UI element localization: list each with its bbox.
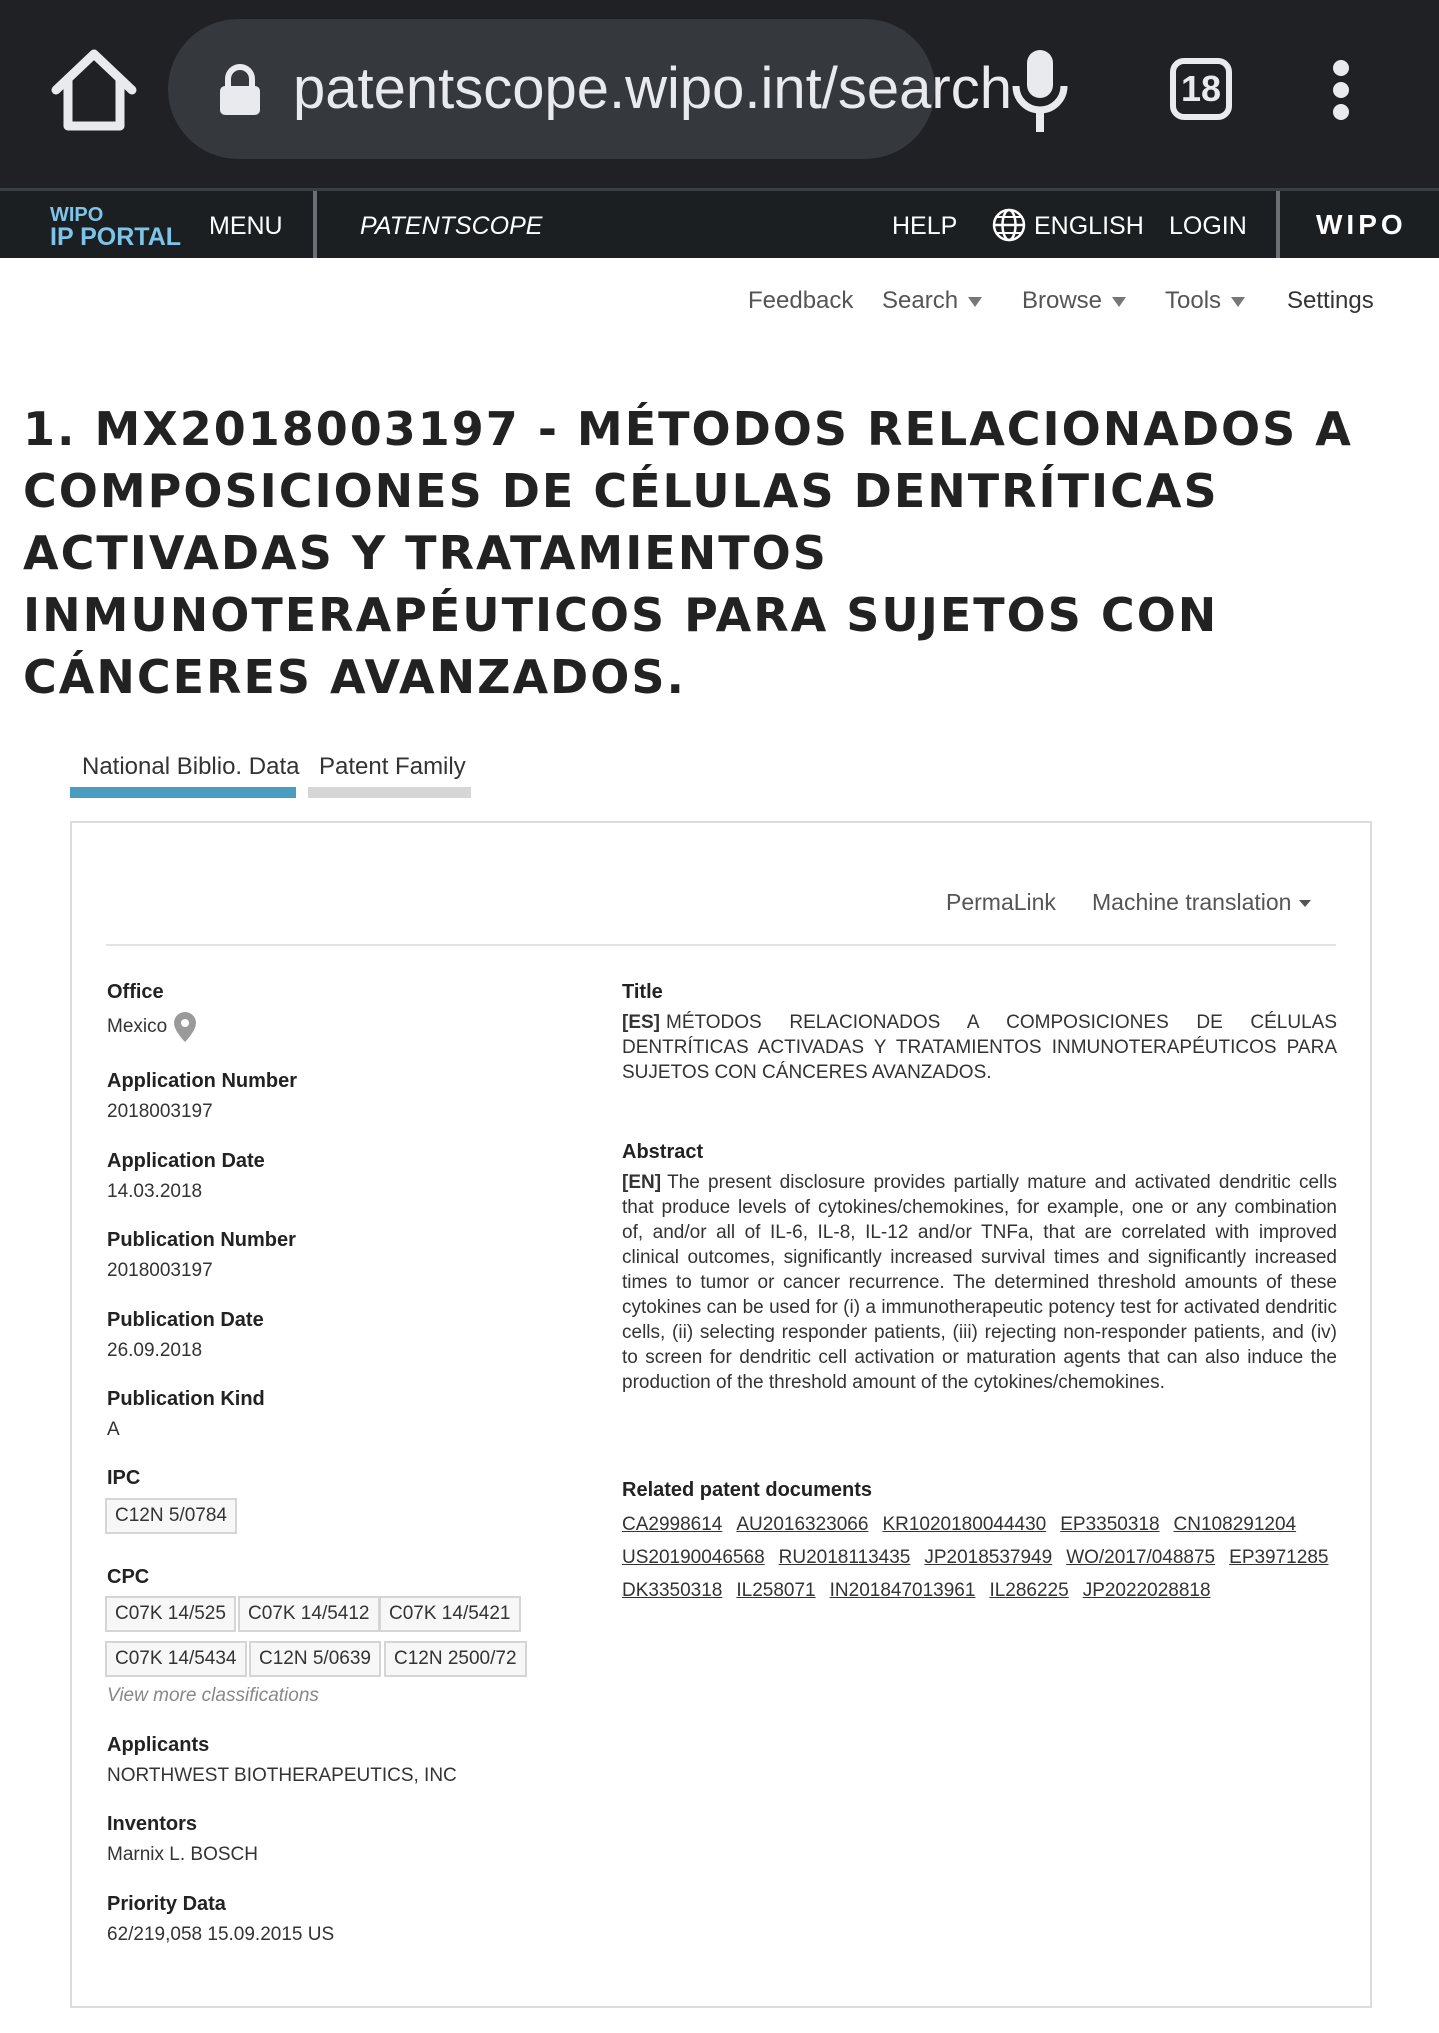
title-lang: [ES] bbox=[622, 1012, 660, 1033]
site-header bbox=[0, 188, 1439, 258]
priority-data-value: 62/219,058 15.09.2015 US bbox=[107, 1924, 335, 1945]
related-patent-link[interactable]: DK3350318 bbox=[622, 1580, 723, 1601]
abstract-label: Abstract bbox=[622, 1141, 704, 1163]
help-link[interactable]: HELP bbox=[892, 212, 958, 240]
related-patent-link[interactable]: CA2998614 bbox=[622, 1514, 723, 1535]
title-text-block bbox=[622, 1010, 1337, 1085]
abstract-text: The present disclosure provides partially mature and activated dendritic cells that produce levels of cytokines/chemokines, for example, one or any combination of, and/or all of IL-6, IL-8, IL-12 and/or TNFa, that are correlated with improved clinical outcomes, significantly increased survival times and significantly increased times to tumor or cancer recurrence. The determined threshold amounts of these cytokines can be used for (i) a immunotherapeutic potency test for activated dendritic cells, (ii) selecting responder patients, (iii) rejecting non-responder patients, and (iv) to screen for dendritic cell activation or maturation agents that can also induce the production of the threshold amount of the cytokines/chemokines. bbox=[622, 1172, 1337, 1393]
wipo-logo[interactable]: WIPO bbox=[1316, 209, 1407, 240]
related-patents-list bbox=[622, 1508, 1337, 1607]
abstract-text-block bbox=[622, 1170, 1337, 1395]
more-options-icon[interactable] bbox=[1330, 60, 1352, 120]
language-selector[interactable]: ENGLISH bbox=[1034, 212, 1144, 240]
home-icon[interactable] bbox=[44, 40, 144, 140]
view-more-classifications-link[interactable]: View more classifications bbox=[107, 1685, 319, 1706]
browse-menu[interactable] bbox=[1022, 285, 1126, 317]
cpc-tag[interactable]: C07K 14/525 bbox=[105, 1596, 236, 1632]
cpc-tag[interactable]: C12N 2500/72 bbox=[384, 1641, 527, 1677]
divider bbox=[106, 944, 1336, 946]
login-link[interactable]: LOGIN bbox=[1169, 212, 1247, 240]
globe-icon[interactable] bbox=[991, 207, 1027, 243]
related-patents-label: Related patent documents bbox=[622, 1479, 873, 1501]
browse-menu-label: Browse bbox=[1022, 287, 1103, 314]
address-bar[interactable] bbox=[168, 19, 1012, 159]
cpc-label: CPC bbox=[107, 1566, 150, 1588]
tools-menu[interactable] bbox=[1165, 285, 1245, 317]
tab-active-indicator bbox=[70, 787, 296, 798]
tools-menu-label: Tools bbox=[1165, 287, 1222, 314]
cpc-tag[interactable]: C07K 14/5434 bbox=[105, 1641, 247, 1677]
cpc-tag[interactable]: C12N 5/0639 bbox=[249, 1641, 381, 1677]
ipc-tag[interactable]: C12N 5/0784 bbox=[105, 1498, 237, 1534]
application-date-value: 14.03.2018 bbox=[107, 1181, 203, 1202]
publication-number-value: 2018003197 bbox=[107, 1260, 213, 1281]
applicants-value: NORTHWEST BIOTHERAPEUTICS, INC bbox=[107, 1765, 457, 1786]
related-patents-section bbox=[622, 1479, 1337, 1607]
cpc-tag[interactable]: C07K 14/5412 bbox=[238, 1596, 380, 1632]
related-patent-link[interactable]: EP3350318 bbox=[1060, 1514, 1160, 1535]
caret-down-icon bbox=[968, 297, 982, 307]
patentscope-link[interactable]: PATENTSCOPE bbox=[360, 212, 543, 240]
cpc-tag[interactable]: C07K 14/5421 bbox=[379, 1596, 521, 1632]
machine-translation-label: Machine translation bbox=[1092, 889, 1292, 915]
url-text[interactable]: patentscope.wipo.int/search bbox=[293, 56, 1012, 121]
title-text: MÉTODOS RELACIONADOS A COMPOSICIONES DE CÉLULAS DENTRÍTICAS ACTIVADAS Y TRATAMIENTOS INMUNOTERAPÉUTICOS PARA SUJETOS CON CÁNCERES AVANZADOS. bbox=[622, 1012, 1337, 1083]
page-title: 1. MX2018003197 - MÉTODOS RELACIONADOS A COMPOSICIONES DE CÉLULAS DENTRÍTICAS ACTIVADAS Y TRATAMIENTOS INMUNOTERAPÉUTICOS PARA SUJETOS CON CÁNCERES AVANZADOS. bbox=[23, 402, 1353, 704]
office-label: Office bbox=[107, 981, 164, 1003]
applicants-label: Applicants bbox=[107, 1734, 210, 1756]
related-patent-link[interactable]: IL286225 bbox=[989, 1580, 1069, 1601]
abstract-section bbox=[622, 1141, 1337, 1395]
tab-switcher-button[interactable]: 18 bbox=[1170, 58, 1232, 120]
office-text: Mexico bbox=[107, 1016, 168, 1038]
inventors-value: Marnix L. BOSCH bbox=[107, 1844, 258, 1865]
tab-patent-family[interactable]: Patent Family bbox=[319, 753, 466, 780]
application-number-value: 2018003197 bbox=[107, 1101, 213, 1122]
related-patent-link[interactable]: EP3971285 bbox=[1229, 1547, 1329, 1568]
microphone-icon[interactable] bbox=[1010, 46, 1070, 136]
related-patent-link[interactable]: IL258071 bbox=[736, 1580, 816, 1601]
related-patent-link[interactable]: CN108291204 bbox=[1173, 1514, 1297, 1535]
priority-data-label: Priority Data bbox=[107, 1893, 226, 1915]
machine-translation-dropdown[interactable] bbox=[1092, 889, 1311, 916]
logo-big-text: IP PORTAL bbox=[50, 223, 182, 251]
settings-link[interactable]: Settings bbox=[1287, 287, 1374, 314]
tab-inactive-indicator bbox=[308, 787, 471, 798]
permalink-link[interactable]: PermaLink bbox=[946, 889, 1056, 915]
related-patent-link[interactable]: KR1020180044430 bbox=[882, 1514, 1047, 1535]
publication-number-label: Publication Number bbox=[107, 1229, 296, 1251]
related-patent-link[interactable]: WO/2017/048875 bbox=[1066, 1547, 1216, 1568]
wipo-ip-portal-logo[interactable] bbox=[50, 204, 182, 251]
inventors-label: Inventors bbox=[107, 1813, 198, 1835]
tab-national-biblio-data[interactable]: National Biblio. Data bbox=[82, 753, 300, 780]
logo-small-text: WIPO bbox=[50, 204, 104, 226]
search-menu-label: Search bbox=[882, 287, 959, 314]
search-menu[interactable] bbox=[882, 285, 982, 317]
abstract-lang: [EN] bbox=[622, 1172, 662, 1193]
related-patent-link[interactable]: RU2018113435 bbox=[778, 1547, 911, 1568]
ipc-label: IPC bbox=[107, 1467, 141, 1489]
related-patent-link[interactable]: JP2022028818 bbox=[1082, 1580, 1211, 1601]
title-section bbox=[622, 981, 1337, 1085]
related-patent-link[interactable]: JP2018537949 bbox=[924, 1547, 1053, 1568]
header-divider bbox=[313, 191, 317, 258]
office-value bbox=[107, 1011, 197, 1043]
publication-kind-value: A bbox=[107, 1419, 120, 1440]
caret-down-icon bbox=[1299, 900, 1311, 907]
caret-down-icon bbox=[1231, 297, 1245, 307]
related-patent-link[interactable]: IN201847013961 bbox=[829, 1580, 976, 1601]
biblio-panel bbox=[70, 821, 1372, 2008]
menu-button[interactable]: MENU bbox=[209, 212, 283, 240]
related-patent-link[interactable]: AU2016323066 bbox=[736, 1514, 869, 1535]
related-patent-link[interactable]: US20190046568 bbox=[622, 1547, 765, 1568]
browser-toolbar bbox=[0, 0, 1439, 188]
application-number-label: Application Number bbox=[107, 1070, 298, 1092]
caret-down-icon bbox=[1112, 297, 1126, 307]
publication-date-value: 26.09.2018 bbox=[107, 1340, 203, 1361]
application-date-label: Application Date bbox=[107, 1150, 265, 1172]
feedback-link[interactable]: Feedback bbox=[748, 287, 854, 314]
map-pin-icon[interactable] bbox=[173, 1011, 197, 1043]
publication-kind-label: Publication Kind bbox=[107, 1388, 265, 1410]
lock-icon bbox=[218, 65, 262, 115]
header-divider bbox=[1276, 191, 1280, 258]
title-label: Title bbox=[622, 981, 663, 1003]
publication-date-label: Publication Date bbox=[107, 1309, 264, 1331]
